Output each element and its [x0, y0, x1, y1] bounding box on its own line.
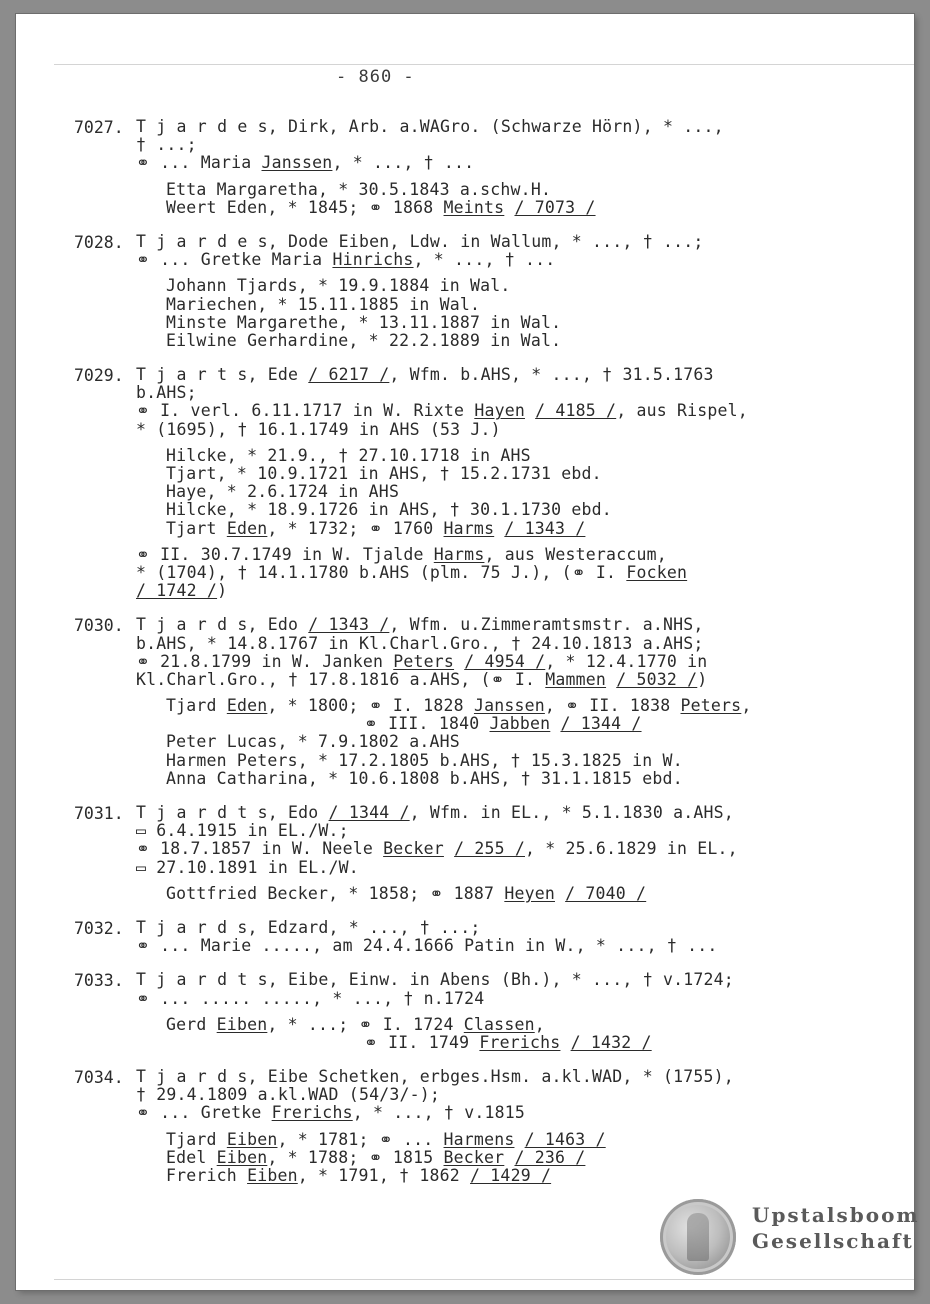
child-line: Frerich Eiben, * 1791, † 1862 / 1429 /	[166, 1166, 552, 1185]
entry-text-line: ⚭ 18.7.1857 in W. Neele Becker / 255 /, * 25.6.1829 in EL.,	[136, 839, 738, 859]
entry-text-line: T j a r d s, Eibe Schetken, erbges.Hsm. a.kl.WAD, * (1755),	[136, 1067, 734, 1087]
child-line: ⚭ II. 1749 Frerichs / 1432 /	[364, 1032, 652, 1052]
bottom-rule	[54, 1279, 914, 1280]
entry-number: 7029.	[74, 366, 124, 386]
entry-number: 7034.	[74, 1068, 124, 1088]
child-line: Tjart Eden, * 1732; ⚭ 1760 Harms / 1343 /	[166, 518, 586, 538]
entry-text-line: ⚭ 21.8.1799 in W. Janken Peters / 4954 /, * 12.4.1770 in	[136, 651, 708, 671]
entry-text-line: ⚭ ... Maria Janssen, * ..., † ...	[136, 153, 475, 173]
entry-number: 7027.	[74, 118, 124, 137]
entry-text-line: ⚭ ... Marie ....., am 24.4.1666 Patin in W., * ..., † ...	[136, 936, 718, 956]
entry-lines	[136, 919, 894, 955]
entry-7034	[74, 1068, 894, 1185]
child-line: ⚭ III. 1840 Jabben / 1344 /	[364, 714, 642, 734]
entry-text-line: b.AHS;	[136, 383, 197, 403]
genealogy-entries	[74, 118, 894, 1201]
child-line: Tjart, * 10.9.1721 in AHS, † 15.2.1731 ebd.	[166, 464, 602, 483]
child-line: Gottfried Becker, * 1858; ⚭ 1887 Heyen / 7040 /	[166, 883, 647, 903]
child-line: Tjard Eden, * 1800; ⚭ I. 1828 Janssen, ⚭ II. 1838 Peters,	[166, 696, 752, 716]
logo-line-1: Upstalsboom	[752, 1203, 920, 1227]
child-line: Etta Margaretha, * 30.5.1843 a.schw.H.	[166, 179, 552, 199]
entry-text-line: T j a r t s, Ede / 6217 /, Wfm. b.AHS, * ..., † 31.5.1763	[136, 365, 714, 385]
entry-lines	[136, 366, 894, 600]
child-line: Edel Eiben, * 1788; ⚭ 1815 Becker / 236 /	[166, 1147, 586, 1167]
document-page	[16, 14, 920, 1290]
child-line: Haye, * 2.6.1724 in AHS	[166, 482, 400, 502]
entry-text-line: ⚭ ... ..... ....., * ..., † n.1724	[136, 988, 485, 1008]
entry-7033	[74, 971, 894, 1052]
child-line: Eilwine Gerhardine, * 22.2.1889 in Wal.	[166, 330, 562, 350]
child-line: Hilcke, * 21.9., † 27.10.1718 in AHS	[166, 445, 531, 465]
entry-text-line: T j a r d s, Edzard, * ..., † ...;	[136, 917, 481, 937]
child-line: Peter Lucas, * 7.9.1802 a.AHS	[166, 732, 460, 752]
entry-7030	[74, 616, 894, 788]
entry-number: 7030.	[74, 616, 124, 636]
entry-text-line: Kl.Charl.Gro., † 17.8.1816 a.AHS, (⚭ I. Mammen / 5032 /)	[136, 669, 708, 689]
entry-text-line: * (1704), † 14.1.1780 b.AHS (plm. 75 J.), (⚭ I. Focken	[136, 562, 688, 582]
entry-text-line: T j a r d e s, Dirk, Arb. a.WAGro. (Schwarze Hörn), * ...,	[136, 117, 724, 136]
entry-number: 7032.	[74, 918, 124, 938]
entry-lines	[136, 616, 894, 788]
entry-number: 7028.	[74, 232, 124, 252]
entry-lines	[136, 971, 894, 1052]
top-rule	[54, 64, 914, 65]
entry-lines	[136, 233, 894, 350]
entry-number: 7031.	[74, 804, 124, 823]
entry-text-line: T j a r d t s, Edo / 1344 /, Wfm. in EL., * 5.1.1830 a.AHS,	[136, 803, 734, 822]
entry-number: 7033.	[74, 971, 124, 991]
entry-lines	[136, 804, 894, 903]
child-line: Harmen Peters, * 17.2.1805 b.AHS, † 15.3.1825 in W.	[166, 750, 683, 770]
entry-text-line: ⚭ ... Gretke Maria Hinrichs, * ..., † ...	[136, 250, 556, 270]
child-line: Mariechen, * 15.11.1885 in Wal.	[166, 294, 481, 314]
child-line: Hilcke, * 18.9.1726 in AHS, † 30.1.1730 ebd.	[166, 500, 612, 520]
child-line: Johann Tjards, * 19.9.1884 in Wal.	[166, 276, 511, 296]
entry-lines	[136, 1068, 894, 1185]
entry-text-line: b.AHS, * 14.8.1767 in Kl.Charl.Gro., † 24.10.1813 a.AHS;	[136, 633, 704, 653]
society-seal-icon	[660, 1199, 736, 1275]
entry-text-line: ⚭ I. verl. 6.11.1717 in W. Rixte Hayen / 4185 /, aus Rispel,	[136, 401, 748, 421]
entry-text-line: * (1695), † 16.1.1749 in AHS (53 J.)	[136, 419, 501, 439]
entry-7028	[74, 233, 894, 350]
page-number: - 860 -	[336, 67, 415, 87]
entry-text-line: T j a r d e s, Dode Eiben, Ldw. in Wallum, * ..., † ...;	[136, 231, 704, 251]
entry-text-line: † 29.4.1809 a.kl.WAD (54/3/-);	[136, 1085, 441, 1105]
entry-7027	[74, 118, 894, 217]
society-logo	[660, 1199, 920, 1279]
child-line: Gerd Eiben, * ...; ⚭ I. 1724 Classen,	[166, 1014, 545, 1034]
child-line: Tjard Eiben, * 1781; ⚭ ... Harmens / 1463 /	[166, 1129, 606, 1149]
entry-text-line: ▭ 6.4.1915 in EL./W.;	[136, 821, 349, 841]
entry-text-line: ⚭ ... Gretke Frerichs, * ..., † v.1815	[136, 1103, 525, 1123]
entry-text-line: ⚭ II. 30.7.1749 in W. Tjalde Harms, aus Westeraccum,	[136, 544, 667, 564]
entry-7029	[74, 366, 894, 600]
entry-text-line: T j a r d s, Edo / 1343 /, Wfm. u.Zimmeramtsmstr. a.NHS,	[136, 615, 704, 635]
entry-text-line: ▭ 27.10.1891 in EL./W.	[136, 857, 359, 877]
entry-text-line: / 1742 /)	[136, 581, 228, 601]
child-line: Weert Eden, * 1845; ⚭ 1868 Meints / 7073 /	[166, 197, 596, 217]
child-line: Anna Catharina, * 10.6.1808 b.AHS, † 31.1.1815 ebd.	[166, 768, 683, 788]
entry-lines	[136, 118, 894, 217]
logo-line-2: Gesellschaft	[752, 1229, 914, 1253]
entry-7032	[74, 919, 894, 955]
entry-text-line: † ...;	[136, 135, 197, 155]
seal-figure	[687, 1213, 709, 1261]
entry-text-line: T j a r d t s, Eibe, Einw. in Abens (Bh.), * ..., † v.1724;	[136, 970, 734, 990]
entry-7031	[74, 804, 894, 903]
child-line: Minste Margarethe, * 13.11.1887 in Wal.	[166, 312, 562, 332]
